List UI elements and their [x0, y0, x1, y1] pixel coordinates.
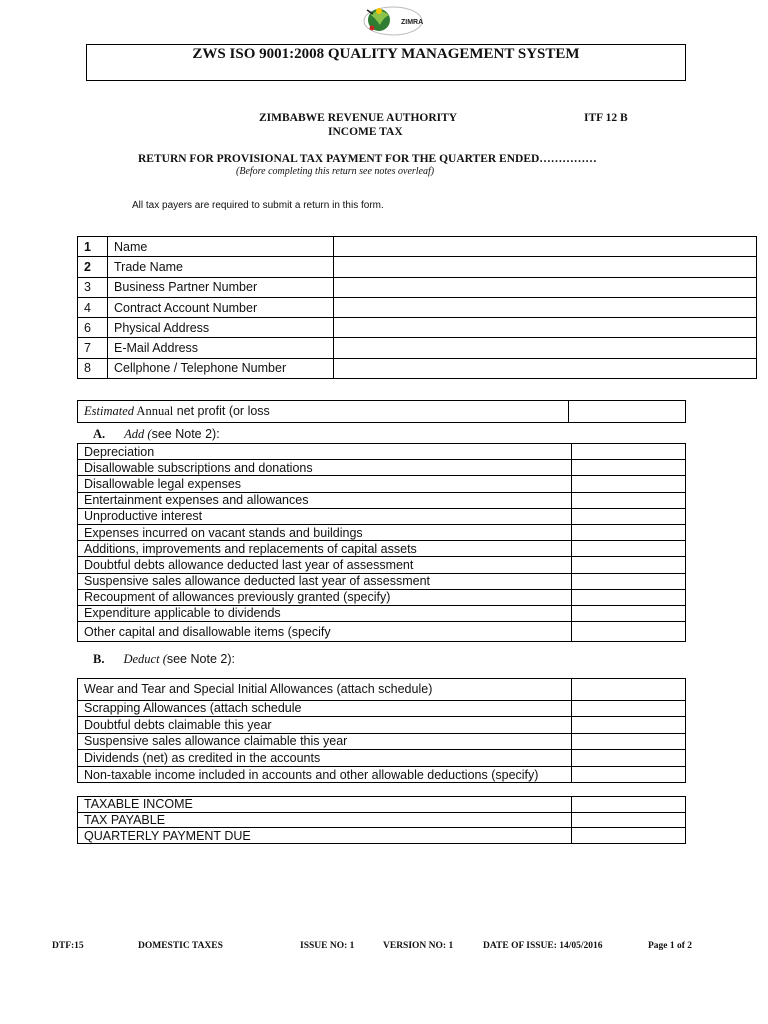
before-note: (Before completing this return see notes overleaf) [236, 166, 435, 177]
item-label: Doubtful debts claimable this year [78, 717, 572, 734]
item-label: TAXABLE INCOME [78, 797, 572, 813]
item-label: Suspensive sales allowance claimable this year [78, 733, 572, 750]
section-b-deduct: Deduct ( [123, 652, 167, 666]
row-value-cell[interactable] [334, 358, 757, 378]
section-a-heading [93, 427, 220, 442]
authority-name: ZIMBABWE REVENUE AUTHORITY [259, 112, 458, 124]
item-amount-cell[interactable] [572, 605, 686, 621]
item-label: Disallowable legal expenses [78, 476, 572, 492]
document-title: ZWS ISO 9001:2008 QUALITY MANAGEMENT SYSTEM [192, 46, 580, 62]
row-number: 7 [78, 338, 108, 358]
table-row [78, 766, 686, 783]
item-amount-cell[interactable] [572, 733, 686, 750]
section-a-add: Add ( [124, 427, 152, 441]
table-row [78, 541, 686, 557]
estimated-profit-label [78, 401, 569, 423]
item-label: Depreciation [78, 444, 572, 460]
deduct-items-table [77, 678, 686, 783]
row-label: Cellphone / Telephone Number [108, 358, 334, 378]
table-row [78, 700, 686, 717]
item-label: Suspensive sales allowance deducted last year of assessment [78, 573, 572, 589]
row-value-cell[interactable] [334, 297, 757, 317]
section-a-note: see Note 2): [151, 427, 220, 441]
row-value-cell[interactable] [334, 277, 757, 297]
row-label: Contract Account Number [108, 297, 334, 317]
footer-department: DOMESTIC TAXES [138, 941, 223, 951]
item-amount-cell[interactable] [572, 766, 686, 783]
table-row [78, 622, 686, 642]
table-row [78, 679, 686, 701]
footer-version: VERSION NO: 1 [383, 941, 454, 951]
estimated-word: Estimated [84, 404, 134, 418]
item-amount-cell[interactable] [572, 573, 686, 589]
zimra-emblem-icon [362, 2, 424, 38]
row-number: 6 [78, 318, 108, 338]
table-row [78, 401, 686, 423]
footer-page: Page 1 of 2 [648, 941, 693, 951]
table-row [78, 828, 686, 844]
item-label: Dividends (net) as credited in the accounts [78, 750, 572, 767]
item-amount-cell[interactable] [572, 812, 686, 828]
table-row [78, 589, 686, 605]
item-amount-cell[interactable] [572, 508, 686, 524]
income-tax-heading: INCOME TAX [328, 126, 403, 138]
item-amount-cell[interactable] [572, 828, 686, 844]
row-value-cell[interactable] [334, 318, 757, 338]
table-row [78, 277, 757, 297]
item-amount-cell[interactable] [572, 524, 686, 540]
row-value-cell[interactable] [334, 338, 757, 358]
table-row [78, 257, 757, 277]
footer-dtf: DTF:15 [52, 941, 84, 951]
item-amount-cell[interactable] [572, 444, 686, 460]
item-amount-cell[interactable] [572, 750, 686, 767]
item-label: Unproductive interest [78, 508, 572, 524]
add-items-table [77, 443, 686, 642]
item-amount-cell[interactable] [572, 622, 686, 642]
table-row [78, 444, 686, 460]
table-row [78, 812, 686, 828]
table-row [78, 717, 686, 734]
instruction-text: All tax payers are required to submit a return in this form. [132, 200, 384, 211]
totals-table [77, 796, 686, 844]
zimra-logo [362, 2, 424, 38]
table-row [78, 605, 686, 621]
estimated-profit-value-cell[interactable] [569, 401, 686, 423]
item-amount-cell[interactable] [572, 541, 686, 557]
item-amount-cell[interactable] [572, 557, 686, 573]
item-label: Additions, improvements and replacements of capital assets [78, 541, 572, 557]
item-label: Entertainment expenses and allowances [78, 492, 572, 508]
table-row [78, 476, 686, 492]
table-row [78, 733, 686, 750]
row-number: 1 [78, 237, 108, 257]
table-row [78, 237, 757, 257]
estimated-profit-table [77, 400, 686, 423]
net-profit-text: net profit (or loss [173, 404, 270, 418]
footer-date: DATE OF ISSUE: 14/05/2016 [483, 941, 603, 951]
table-row [78, 460, 686, 476]
row-label: Business Partner Number [108, 277, 334, 297]
table-row [78, 492, 686, 508]
table-row [78, 524, 686, 540]
row-value-cell[interactable] [334, 237, 757, 257]
section-b-letter: B. [93, 652, 105, 666]
item-amount-cell[interactable] [572, 460, 686, 476]
item-label: Doubtful debts allowance deducted last year of assessment [78, 557, 572, 573]
section-b-heading [93, 652, 235, 667]
item-label: Expenses incurred on vacant stands and buildings [78, 524, 572, 540]
row-label: Name [108, 237, 334, 257]
item-label: Expenditure applicable to dividends [78, 605, 572, 621]
row-label: Trade Name [108, 257, 334, 277]
item-label: Other capital and disallowable items (specify [78, 622, 572, 642]
logo-text: ZIMRA [401, 19, 424, 26]
item-amount-cell[interactable] [572, 679, 686, 701]
item-label: Scrapping Allowances (attach schedule [78, 700, 572, 717]
item-label: QUARTERLY PAYMENT DUE [78, 828, 572, 844]
row-number: 3 [78, 277, 108, 297]
table-row [78, 297, 757, 317]
return-title: RETURN FOR PROVISIONAL TAX PAYMENT FOR THE QUARTER ENDED…………… [138, 153, 597, 165]
form-code: ITF 12 B [584, 112, 628, 124]
item-amount-cell[interactable] [572, 476, 686, 492]
item-amount-cell[interactable] [572, 589, 686, 605]
section-b-note: see Note 2): [166, 652, 235, 666]
annual-word: Annual [134, 404, 174, 418]
table-row [78, 508, 686, 524]
item-label: Wear and Tear and Special Initial Allowances (attach schedule) [78, 679, 572, 701]
table-row [78, 318, 757, 338]
item-amount-cell[interactable] [572, 717, 686, 734]
item-amount-cell[interactable] [572, 492, 686, 508]
row-label: E-Mail Address [108, 338, 334, 358]
title-box [86, 44, 686, 81]
table-row [78, 750, 686, 767]
row-number: 2 [78, 257, 108, 277]
item-amount-cell[interactable] [572, 797, 686, 813]
table-row [78, 573, 686, 589]
table-row [78, 797, 686, 813]
table-row [78, 557, 686, 573]
table-row [78, 338, 757, 358]
row-label: Physical Address [108, 318, 334, 338]
item-label: Non-taxable income included in accounts and other allowable deductions (specify) [78, 766, 572, 783]
item-amount-cell[interactable] [572, 700, 686, 717]
row-value-cell[interactable] [334, 257, 757, 277]
footer-issue: ISSUE NO: 1 [300, 941, 355, 951]
row-number: 4 [78, 297, 108, 317]
item-label: Recoupment of allowances previously granted (specify) [78, 589, 572, 605]
taxpayer-details-table [77, 236, 757, 379]
section-a-letter: A. [93, 427, 106, 441]
row-number: 8 [78, 358, 108, 378]
table-row [78, 358, 757, 378]
item-label: Disallowable subscriptions and donations [78, 460, 572, 476]
item-label: TAX PAYABLE [78, 812, 572, 828]
